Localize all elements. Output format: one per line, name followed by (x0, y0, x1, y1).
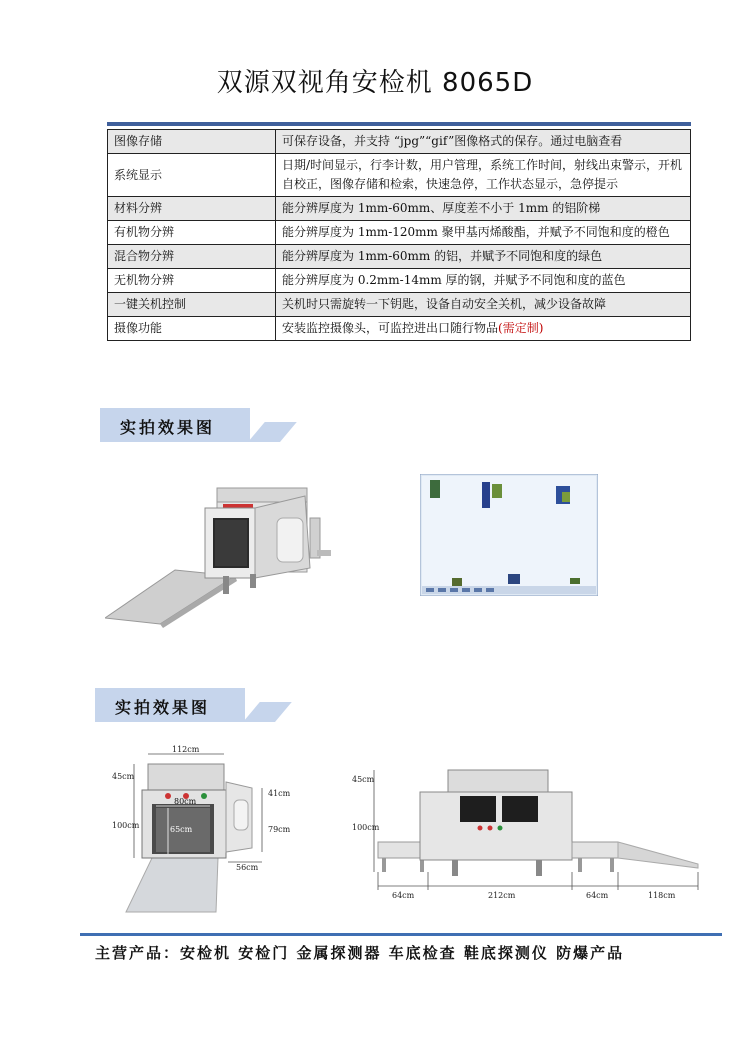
section-banner-photos (100, 408, 290, 442)
spec-label: 材料分辨 (108, 197, 276, 221)
spec-value (276, 269, 691, 293)
dim-label: 64cm (392, 891, 415, 900)
section-heading: 实拍效果图 (120, 418, 216, 437)
dim-label: 65cm (170, 825, 193, 834)
dim-label: 56cm (236, 863, 259, 872)
spec-value (276, 154, 691, 197)
spec-label: 混合物分辨 (108, 245, 276, 269)
footer-divider (80, 933, 722, 936)
dim-label: 100cm (112, 821, 140, 830)
spec-value-text: 关机时只需旋转一下钥匙，设备自动安全关机，减少设备故障 (282, 297, 607, 311)
spec-value-text: 安装监控摄像头，可监控进出口随行物品 (282, 321, 499, 335)
dim-label: 100cm (352, 823, 380, 832)
section-heading: 实拍效果图 (115, 698, 211, 717)
section-banner-dimensions (95, 688, 285, 722)
dim-label: 80cm (174, 797, 197, 806)
dimension-drawing-front (112, 742, 302, 918)
spec-value-text: 可保存设备，并支持 “jpg”“gif”图像格式的保存。通过电脑查看 (282, 134, 623, 148)
spec-value-text: 日期/时间显示，行李计数，用户管理，系统工作时间，射线出束警示，开机自校正，图像存储和检索，快速急停，工作状态显示，急停提示 (282, 158, 683, 191)
title-divider (107, 122, 691, 126)
spec-value (276, 130, 691, 154)
spec-table (107, 129, 691, 341)
xray-screen-photo (420, 474, 598, 596)
spec-label: 一键关机控制 (108, 293, 276, 317)
spec-value-text: 能分辨厚度为 1mm-60mm、厚度差不小于 1mm 的铝阶梯 (282, 201, 601, 215)
dim-label: 118cm (648, 891, 676, 900)
spec-row (108, 221, 691, 245)
spec-row (108, 197, 691, 221)
spec-row (108, 245, 691, 269)
spec-value (276, 293, 691, 317)
spec-label: 系统显示 (108, 154, 276, 197)
dim-label: 212cm (488, 891, 516, 900)
dim-label: 79cm (268, 825, 291, 834)
spec-value (276, 317, 691, 341)
machine-photo (105, 478, 345, 628)
spec-value (276, 221, 691, 245)
page-title: 双源双视角安检机 8065D (216, 68, 534, 98)
spec-value-text: 能分辨厚度为 0.2mm-14mm 厚的钢，并赋予不同饱和度的蓝色 (282, 273, 626, 287)
spec-row (108, 269, 691, 293)
dim-label: 64cm (586, 891, 609, 900)
dim-label: 112cm (172, 745, 200, 754)
spec-row (108, 130, 691, 154)
spec-value (276, 245, 691, 269)
spec-label: 有机物分辨 (108, 221, 276, 245)
spec-row (108, 293, 691, 317)
spec-value (276, 197, 691, 221)
spec-label: 图像存储 (108, 130, 276, 154)
dim-label: 45cm (112, 772, 135, 781)
spec-label: 摄像功能 (108, 317, 276, 341)
spec-value-text: 能分辨厚度为 1mm-60mm 的铝，并赋予不同饱和度的绿色 (282, 249, 603, 263)
dimension-drawing-side (352, 760, 712, 910)
spec-row (108, 154, 691, 197)
dim-label: 41cm (268, 789, 291, 798)
custom-order-note: (需定制) (498, 321, 544, 335)
dim-label: 45cm (352, 775, 375, 784)
spec-label: 无机物分辨 (108, 269, 276, 293)
spec-value-text: 能分辨厚度为 1mm-120mm 聚甲基丙烯酸酯，并赋予不同饱和度的橙色 (282, 225, 670, 239)
footer-products: 主营产品：安检机 安检门 金属探测器 车底检查 鞋底探测仪 防爆产品 (95, 944, 625, 962)
spec-row (108, 317, 691, 341)
